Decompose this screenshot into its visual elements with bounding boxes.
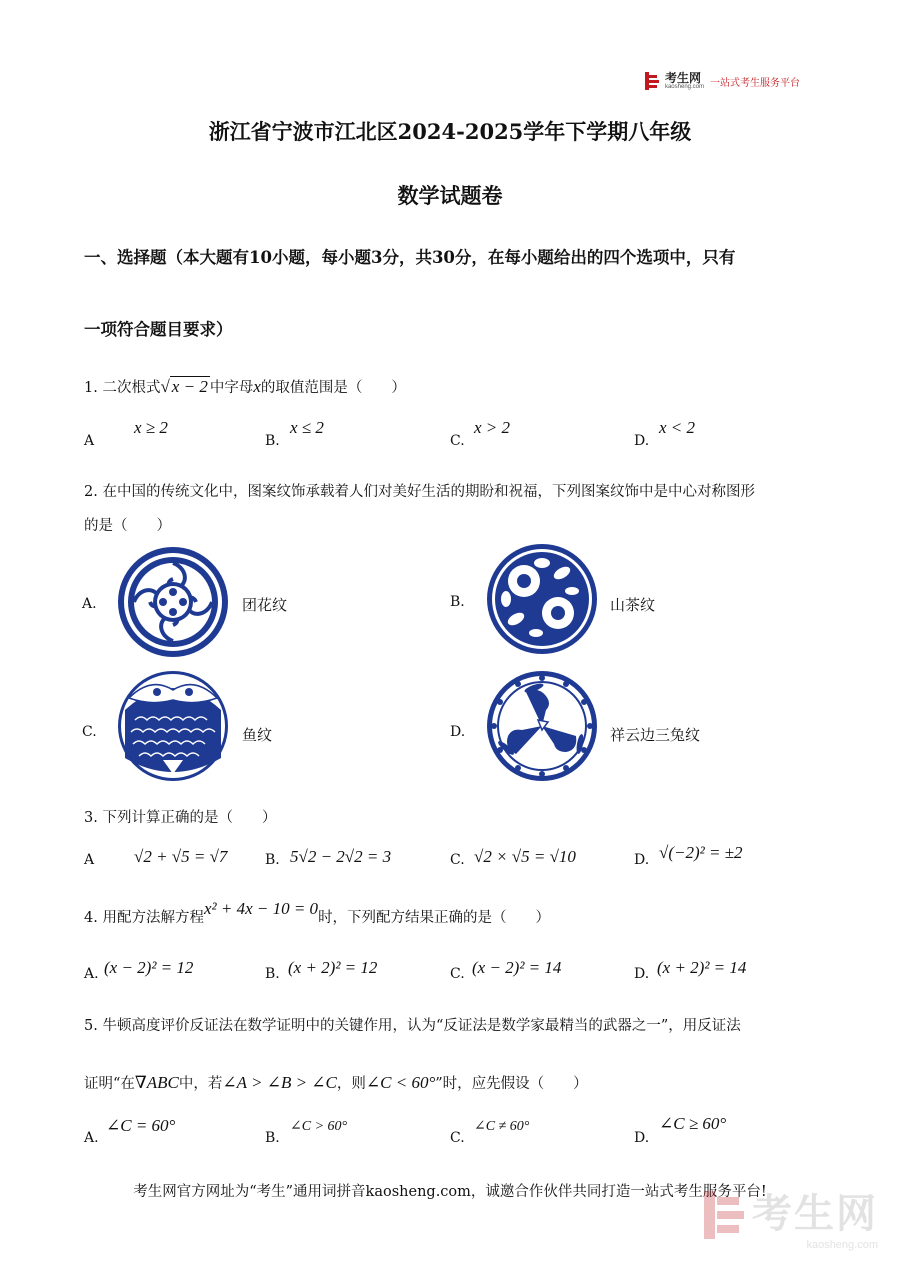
q5-option-c-letter: C. <box>450 1130 465 1146</box>
q5-option-c[interactable]: ∠C ≠ 60° <box>474 1119 530 1134</box>
q5-option-b-letter: B. <box>265 1130 280 1146</box>
q2-option-b-label: 山茶纹 <box>610 596 656 614</box>
q1-option-a[interactable]: x ≥ 2 <box>134 418 168 437</box>
q5-stem-line1 <box>84 1014 741 1035</box>
logo-name: 考生网 <box>664 70 701 85</box>
q2-stem-line2: 的是（ ） <box>84 518 171 534</box>
q3-number: 3. <box>84 810 98 826</box>
q3-option-d-letter: D. <box>634 852 650 868</box>
q4-equation: x² + 4x − 10 = 0 <box>203 899 319 918</box>
q5-option-a-letter: A. <box>84 1130 99 1146</box>
header-logo <box>645 72 800 90</box>
q4-option-a[interactable]: (x − 2)² = 12 <box>104 958 194 977</box>
tuanhua-pattern-icon <box>117 546 229 658</box>
q2-option-d-label: 祥云边三兔纹 <box>610 726 701 744</box>
q2-option-b-image[interactable] <box>486 543 598 659</box>
camellia-pattern-icon <box>486 543 598 655</box>
q5-condition: ∠A > ∠B > ∠C <box>222 1073 337 1092</box>
q1-pre: 二次根式 <box>102 380 161 396</box>
logo-sub: kaosheng.com <box>664 83 704 90</box>
q4-option-b[interactable]: (x + 2)² = 12 <box>288 958 378 977</box>
q1-option-a-letter: A <box>84 433 95 449</box>
q1-var: x <box>253 377 261 396</box>
q5-conclusion: ∠C < 60° <box>365 1073 436 1092</box>
q4-post: 时，下列配方结果正确的是（ ） <box>318 910 551 926</box>
q1-post: 中字母 <box>209 380 254 396</box>
page-footer: 考生网官方网址为“考生”通用词拼音kaosheng.com，诚邀合作伙伴共同打造一站式考生服务平台! <box>133 1184 767 1200</box>
exam-title: 浙江省宁波市江北区2024-2025学年下学期八年级 <box>208 119 692 144</box>
q3-option-c[interactable]: √2 × √5 = √10 <box>474 847 576 866</box>
q2-option-c-label: 鱼纹 <box>242 726 273 744</box>
q1-radical: √ x − 2 <box>160 377 208 396</box>
q2-option-c-letter: C. <box>82 724 97 740</box>
q1-option-b[interactable]: x ≤ 2 <box>290 418 324 437</box>
q5-line1: 牛顿高度评价反证法在数学证明中的关键作用，认为“反证法是数学家最精当的武器之一”，用反证法 <box>102 1018 741 1034</box>
q2-option-b-letter: B. <box>450 594 465 610</box>
q5-number: 5. <box>84 1018 98 1034</box>
kaosheng-logo-icon <box>645 72 659 90</box>
q5-line2-mid2: ，则 <box>336 1076 366 1092</box>
q5-line2-mid: 中，若 <box>178 1076 223 1092</box>
q5-line2-pre: 证明“在 <box>84 1076 135 1092</box>
q1-number: 1. <box>84 380 98 396</box>
q4-option-d[interactable]: (x + 2)² = 14 <box>657 958 747 977</box>
watermark <box>704 1182 878 1251</box>
q2-option-d-image[interactable] <box>486 670 598 786</box>
q4-number: 4. <box>84 910 98 926</box>
q2-option-a-label: 团花纹 <box>242 596 288 614</box>
q3-text: 下列计算正确的是（ ） <box>102 810 277 826</box>
q5-option-a[interactable]: ∠C = 60° <box>106 1116 176 1135</box>
q2-option-c-image[interactable] <box>117 670 229 786</box>
q1-post2: 的取值范围是（ ） <box>260 380 406 396</box>
q2-option-a-image[interactable] <box>117 546 229 662</box>
q1-option-b-letter: B. <box>265 433 280 449</box>
q1-option-d-letter: D. <box>634 433 650 449</box>
fish-pattern-icon <box>117 670 229 782</box>
q5-option-d-letter: D. <box>634 1130 650 1146</box>
q4-stem <box>84 899 551 927</box>
three-rabbits-pattern-icon <box>486 670 598 782</box>
q4-option-c-letter: C. <box>450 966 465 982</box>
q1-option-d[interactable]: x < 2 <box>659 418 696 437</box>
kaosheng-watermark-icon <box>704 1191 744 1243</box>
logo-slogan: 一站式考生服务平台 <box>710 77 800 89</box>
q5-option-b[interactable]: ∠C > 60° <box>290 1119 348 1134</box>
q3-option-d[interactable]: √(−2)² = ±2 <box>659 843 743 862</box>
q4-option-a-letter: A. <box>84 966 99 982</box>
q3-option-a[interactable]: √2 + √5 = √7 <box>134 847 228 866</box>
q5-option-d[interactable]: ∠C ≥ 60° <box>659 1114 727 1133</box>
q4-option-d-letter: D. <box>634 966 650 982</box>
q4-option-b-letter: B. <box>265 966 280 982</box>
q2-option-a-letter: A. <box>82 596 97 612</box>
q1-stem <box>84 376 406 397</box>
q1-radicand: x − 2 <box>171 377 208 396</box>
section1-header-line1: 一、选择题（本大题有10小题，每小题3分，共30分，在每小题给出的四个选项中，只有 <box>84 248 736 267</box>
q4-option-c[interactable]: (x − 2)² = 14 <box>472 958 562 977</box>
section1-header-line2: 一项符合题目要求） <box>84 320 233 339</box>
q2-number: 2. <box>84 484 98 500</box>
q3-stem <box>84 806 276 827</box>
q5-triangle: ∇ABC <box>134 1073 179 1092</box>
q2-stem-line1 <box>84 480 755 501</box>
q5-stem-line2 <box>84 1072 588 1093</box>
q4-pre: 用配方法解方程 <box>102 910 204 926</box>
q3-option-c-letter: C. <box>450 852 465 868</box>
q1-option-c-letter: C. <box>450 433 465 449</box>
q3-option-b[interactable]: 5√2 − 2√2 = 3 <box>290 847 392 866</box>
q3-option-a-letter: A <box>84 852 95 868</box>
q2-option-d-letter: D. <box>450 724 466 740</box>
q1-option-c[interactable]: x > 2 <box>474 418 511 437</box>
watermark-sub: kaosheng.com <box>806 1239 878 1251</box>
exam-subtitle: 数学试题卷 <box>397 183 503 208</box>
q5-line2-post: ”时，应先假设（ ） <box>435 1076 588 1092</box>
q2-line1: 在中国的传统文化中，图案纹饰承载着人们对美好生活的期盼和祝福，下列图案纹饰中是中心对称图形 <box>102 484 755 500</box>
q3-option-b-letter: B. <box>265 852 280 868</box>
watermark-text: 考生网 <box>752 1192 878 1236</box>
